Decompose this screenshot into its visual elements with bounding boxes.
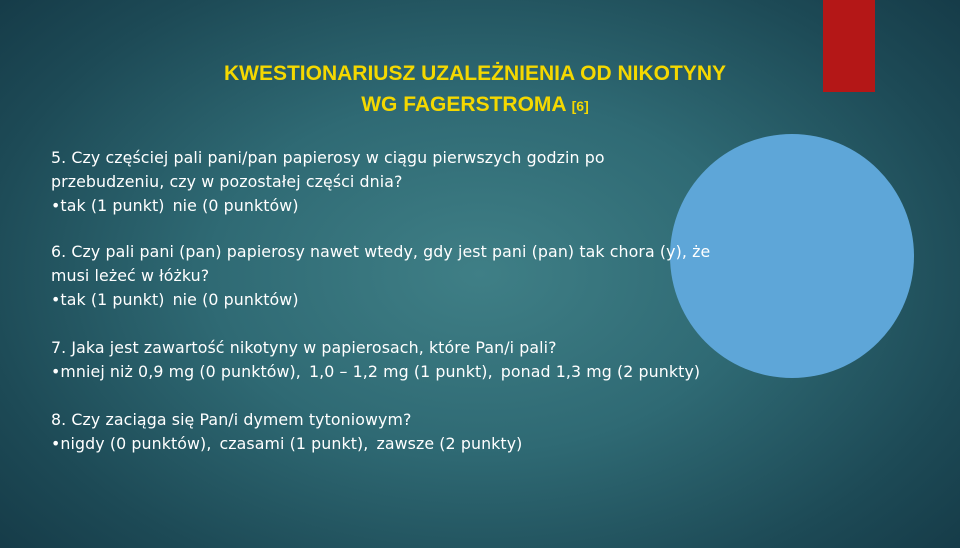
answer-option: ponad 1,3 mg (2 punkty) [500,362,701,381]
title-reference: [6] [571,98,589,114]
title-line-2-text: WG FAGERSTROMA [361,93,566,116]
title-line-2 [80,89,870,122]
question-6-answers [51,288,911,312]
question-6-line-1: 6. Czy pali pani (pan) papierosy nawet wtedy, gdy jest pani (pan) tak chora (y), że [51,242,711,261]
answer-option: •nigdy (0 punktów), [51,434,212,453]
answer-option: •mniej niż 0,9 mg (0 punktów), [51,362,301,381]
answer-option: nie (0 punktów) [172,196,299,215]
question-5-line-2: przebudzeniu, czy w pozostałej części dnia? [51,172,403,191]
answer-option: nie (0 punktów) [172,290,299,309]
answer-option: czasami (1 punkt), [219,434,369,453]
question-5-line-1: 5. Czy częściej pali pani/pan papierosy w ciągu pierwszych godzin po [51,148,605,167]
answer-option: zawsze (2 punkty) [376,434,523,453]
answer-option: •tak (1 punkt) [51,290,165,309]
question-8-answers [51,432,911,456]
question-5-answers [51,194,911,218]
answer-option: •tak (1 punkt) [51,196,165,215]
question-6-line-2: musi leżeć w łóżku? [51,266,210,285]
title-line-1: KWESTIONARIUSZ UZALEŻNIENIA OD NIKOTYNY [223,62,727,85]
question-7-answers [51,360,911,384]
slide-title [80,58,870,122]
answer-option: 1,0 – 1,2 mg (1 punkt), [308,362,493,381]
question-8-line-1: 8. Czy zaciąga się Pan/i dymem tytoniowym? [51,410,412,429]
question-7-line-1: 7. Jaka jest zawartość nikotyny w papierosach, które Pan/i pali? [51,338,557,357]
questionnaire-content [51,146,911,456]
